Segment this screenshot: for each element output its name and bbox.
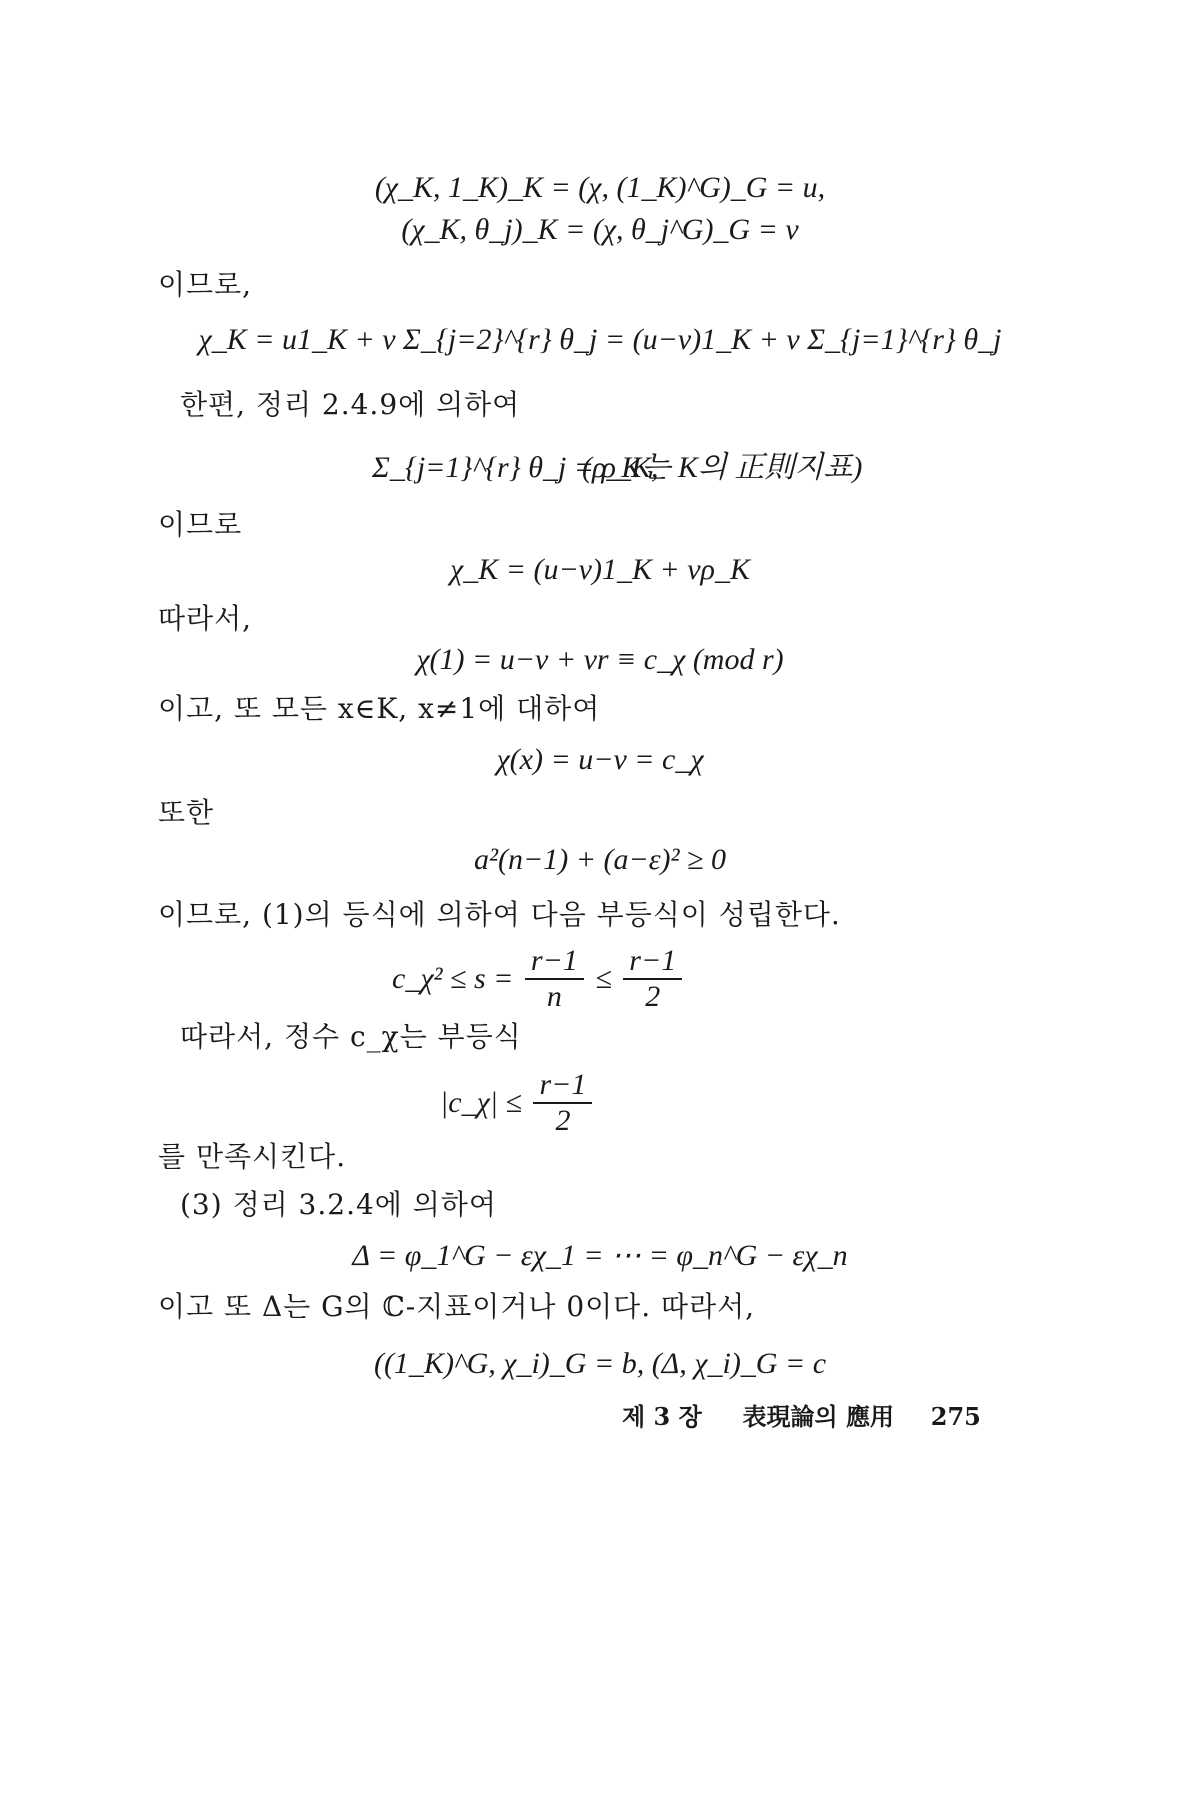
text-line-10: (3) 정리 3.2.4에 의하여 (180, 1188, 497, 1221)
equation-10-left: |c_χ| ≤ (440, 1086, 522, 1119)
equation-8: a²(n−1) + (a−ε)² ≥ 0 (474, 843, 726, 876)
text-line-8: 따라서, 정수 c_χ는 부등식 (180, 1020, 522, 1053)
equation-3: χ_K = u1_K + v Σ_{j=2}^{r} θ_j = (u−v)1_K + v Σ_{j=1}^{r} θ_j (198, 323, 1002, 356)
footer-chapter: 제 3 장 (622, 1402, 702, 1431)
footer-title: 表現論의 應用 (742, 1402, 895, 1431)
text-line-6: 또한 (158, 796, 215, 829)
fraction-2 (623, 944, 682, 1014)
fraction-3 (533, 1068, 592, 1138)
equation-4-right: (ρ_K는 K의 正則지표) (582, 451, 863, 484)
equation-9-mid: ≤ (595, 962, 612, 995)
text-line-5: 이고, 또 모든 x∈K, x≠1에 대하여 (158, 692, 601, 725)
equation-4-left: Σ_{j=1}^{r} θ_j = ρ_K, (372, 451, 659, 484)
equation-11: Δ = φ_1^G − εχ_1 = ⋯ = φ_n^G − εχ_n (352, 1239, 848, 1272)
equation-12: ((1_K)^G, χ_i)_G = b, (Δ, χ_i)_G = c (373, 1347, 827, 1380)
page-number: 275 (930, 1402, 981, 1431)
text-line-11: 이고 또 Δ는 G의 ℂ-지표이거나 0이다. 따라서, (158, 1290, 756, 1323)
fraction-1-numerator: r−1 (525, 944, 584, 980)
text-line-2: 한편, 정리 2.4.9에 의하여 (180, 388, 521, 421)
equation-9-left: c_χ² ≤ s = (392, 962, 514, 995)
running-footer (622, 1402, 981, 1432)
fraction-3-numerator: r−1 (533, 1068, 592, 1104)
text-line-7: 이므로, (1)의 등식에 의하여 다음 부등식이 성립한다. (158, 898, 841, 931)
equation-1: (χ_K, 1_K)_K = (χ, (1_K)^G)_G = u, (374, 171, 826, 204)
equation-7: χ(x) = u−v = c_χ (496, 743, 704, 776)
equation-10 (440, 1068, 596, 1138)
equation-9 (392, 944, 686, 1014)
fraction-3-denominator: 2 (555, 1104, 571, 1137)
fraction-1 (525, 944, 584, 1014)
fraction-1-denominator: n (546, 980, 562, 1013)
fraction-2-numerator: r−1 (623, 944, 682, 980)
equation-2: (χ_K, θ_j)_K = (χ, θ_j^G)_G = v (401, 213, 799, 246)
equation-6: χ(1) = u−v + vr ≡ c_χ (mod r) (416, 643, 784, 676)
text-line-3: 이므로 (158, 508, 243, 541)
equation-5: χ_K = (u−v)1_K + vρ_K (450, 553, 750, 586)
text-line-9: 를 만족시킨다. (158, 1140, 347, 1173)
fraction-2-denominator: 2 (645, 980, 661, 1013)
text-line-4: 따라서, (158, 602, 253, 635)
text-line-1: 이므로, (158, 268, 253, 301)
